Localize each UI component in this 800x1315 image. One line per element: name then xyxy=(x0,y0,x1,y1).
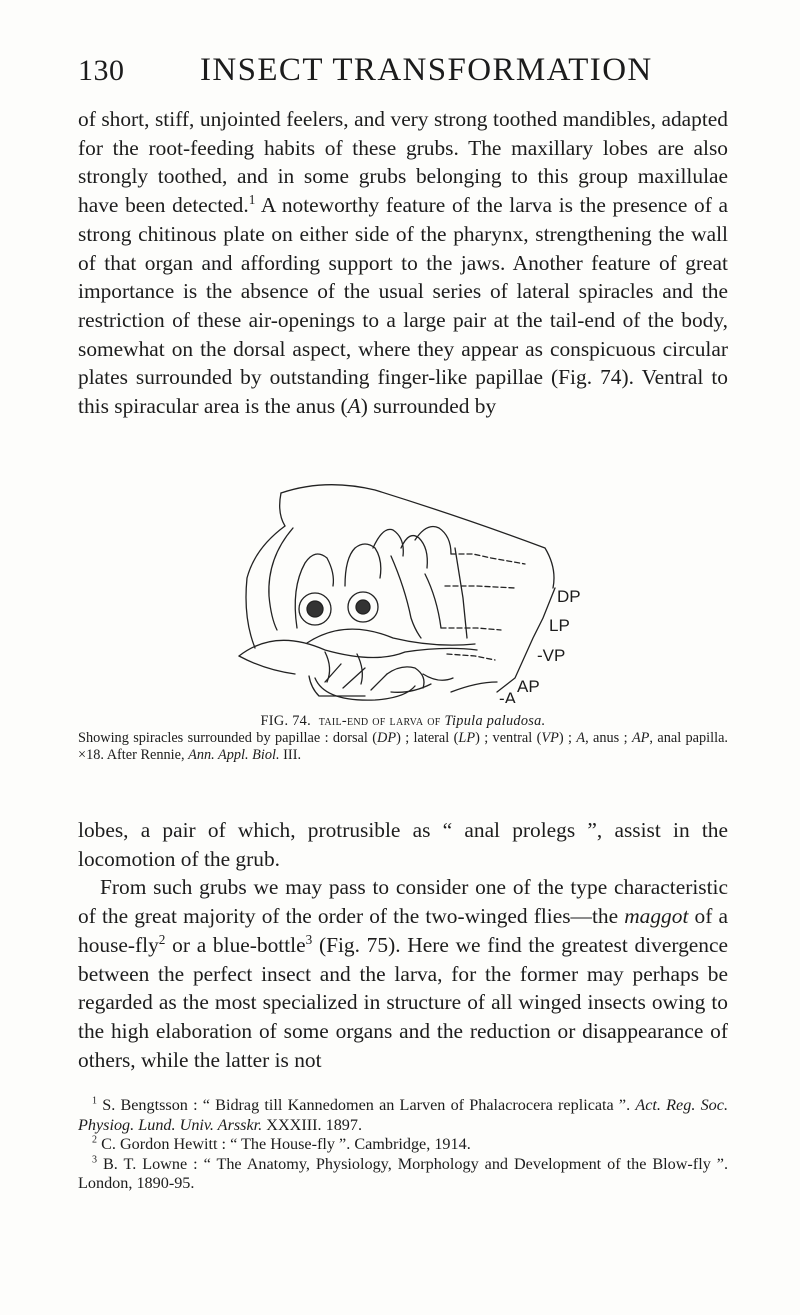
caption-body: Showing spiracles surrounded by papillae : dorsal (DP) ; lateral (LP) ; ventral (VP) ; A, anus ; AP, anal papilla. ×18. After Rennie, Ann. Appl. Biol. III. xyxy=(78,730,729,763)
running-head xyxy=(78,52,728,96)
label-ap: AP xyxy=(517,677,540,696)
figure-74-illustration xyxy=(215,478,605,703)
paragraph-1: of short, stiff, unjointed feelers, and very strong toothed mandibles, adapted for the root-feeding habits of these grubs. The maxillary lobes are also strongly toothed, and in some grubs belonging to this group maxillulae have been detected.$^1$ A noteworthy feature of the larva is the presence of a strong chitinous plate on either side of the pharynx, strengthening the wall of that organ and affording support to the jaws. Another feature of great importance is the absence of the usual series of lateral spiracles and the restriction of these air-openings to a large pair at the tail-end of the body, somewhat on the dorsal aspect, where they appear as conspicuous circular plates surrounded by outstanding finger-like papillae (Fig. 74). Ventral to this spiracular area is the anus (A) surrounded by xyxy=(78,107,728,419)
label-dp: DP xyxy=(557,587,581,606)
footnote-2: $^2$ C. Gordon Hewitt : “ The House-fly ”. Cambridge, 1914. xyxy=(92,1134,471,1154)
footnote-ref-3[interactable]: 3 xyxy=(305,931,313,947)
footnote-3: $^3$ B. T. Lowne : “ The Anatomy, Physiology, Morphology and Development of the Blow-fly ”. London, 1890-95. xyxy=(78,1154,728,1193)
footnote-ref-1[interactable]: 1 xyxy=(248,191,256,207)
label-a: -A xyxy=(499,689,516,703)
figure-caption xyxy=(78,713,728,764)
footnote-1: $^1$ S. Bengtsson : “ Bidrag till Kannedomen an Larven of Phalacrocera replicata ”. Act. Reg. Soc. Physiog. Lund. Univ. Arsskr. XXXIII. 1897. xyxy=(78,1095,728,1134)
paragraph-2: lobes, a pair of which, protrusible as “ anal prolegs ”, assist in the locomotion of the grub. From such grubs we may pass to consider one of the type characteristic of the great majority of the order of the two-winged flies—the maggot of a house-fly$^2$ or a blue-bottle$^3$ (Fig. 75). Here we find the greatest divergence between the perfect insect and the larva, for the former may perhaps be regarded as the most specialized in structure of all winged insects owing to the high elaboration of some organs and the reduction or disappearance of others, while the latter is not xyxy=(78,818,728,1072)
caption-title: FIG. 74. tail-end of larva of Tipula paludosa. xyxy=(260,713,546,729)
label-vp: -VP xyxy=(537,646,566,665)
footnote-ref-2[interactable]: 2 xyxy=(158,931,166,947)
running-title: INSECT TRANSFORMATION xyxy=(200,52,653,88)
label-lp: LP xyxy=(549,616,570,635)
page-number: 130 xyxy=(78,54,125,87)
footnotes xyxy=(78,1096,728,1194)
